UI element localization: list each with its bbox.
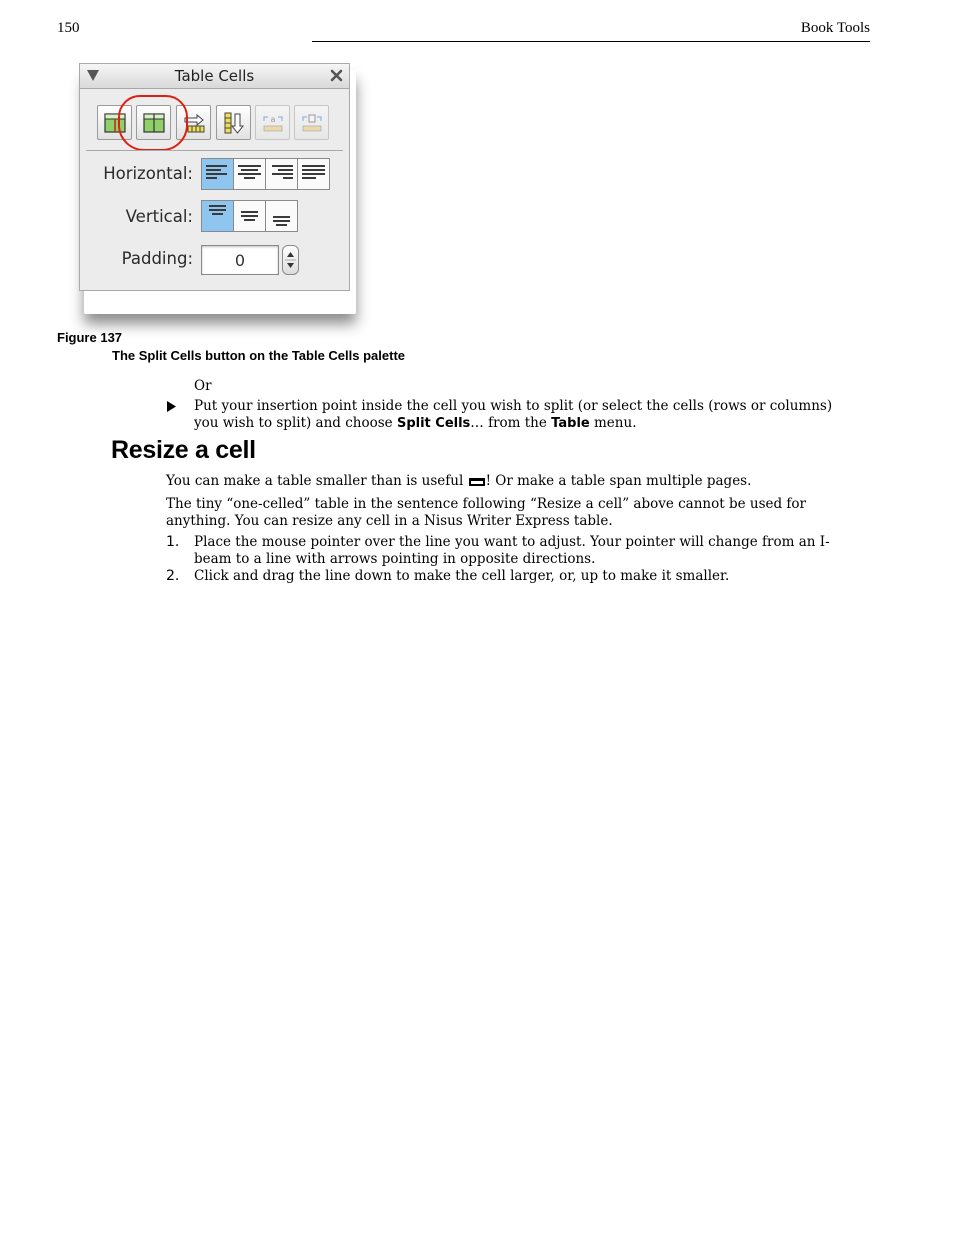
figure-number: Figure 137 — [57, 330, 123, 345]
triangle-bullet-icon — [166, 401, 176, 412]
align-right-option[interactable] — [266, 159, 298, 189]
list-item: Click and drag the line down to make the cell larger, or, up to make it smaller. — [194, 568, 730, 584]
bullet-text-part: menu. — [589, 415, 637, 431]
align-center-option[interactable] — [234, 159, 266, 189]
list-number: 2. — [166, 568, 180, 584]
table-menu-name: Table — [551, 416, 590, 431]
or-text: Or — [194, 378, 212, 394]
split-cells-highlight-circle — [118, 95, 188, 151]
bullet-text-part: … from the — [470, 415, 552, 431]
align-middle-option[interactable] — [234, 201, 266, 231]
table-cells-palette — [79, 63, 350, 291]
page-number: 150 — [57, 20, 80, 36]
close-icon[interactable] — [330, 69, 343, 82]
align-left-option[interactable] — [202, 159, 234, 189]
vertical-label: Vertical: — [125, 207, 193, 226]
paragraph: The tiny “one-celled” table in the sentence following “Resize a cell” above cannot be used for anything. You can resize any cell in a Nisus Writer Express table. — [166, 496, 807, 529]
padding-input[interactable] — [201, 245, 279, 275]
list-item: Place the mouse pointer over the line you want to adjust. Your pointer will change from an I-beam to a line with arrows pointing in opposite directions. — [194, 534, 830, 567]
insert-row-icon — [223, 112, 245, 134]
paragraph-part: ! Or make a table span multiple pages. — [485, 473, 752, 489]
align-bottom-option[interactable] — [266, 201, 297, 231]
padding-label: Padding: — [121, 249, 193, 268]
palette-title: Table Cells — [174, 67, 255, 85]
align-top-option[interactable] — [202, 201, 234, 231]
svg-text:a: a — [270, 115, 276, 124]
horizontal-label: Horizontal: — [103, 164, 193, 183]
header-rule — [312, 41, 870, 42]
vertical-alignment-control[interactable] — [201, 200, 298, 232]
running-head: Book Tools — [800, 20, 870, 36]
align-justify-option[interactable] — [298, 159, 329, 189]
bullet-instruction — [194, 398, 834, 432]
horizontal-alignment-control[interactable] — [201, 158, 330, 190]
insert-row-button[interactable] — [216, 105, 251, 140]
section-heading: Resize a cell — [111, 436, 256, 464]
stepper-arrows-icon — [283, 246, 298, 274]
palette-titlebar[interactable] — [80, 64, 349, 89]
cell-object-button[interactable] — [294, 105, 329, 140]
split-cells-menu-name: Split Cells — [396, 416, 471, 431]
tiny-table-icon — [469, 478, 485, 486]
figure-caption: The Split Cells button on the Table Cells palette — [112, 348, 406, 363]
palette-separator — [86, 150, 343, 151]
cell-text-icon — [262, 112, 284, 134]
cell-object-icon — [301, 112, 323, 134]
paragraph — [166, 473, 846, 490]
bullet-text-part: Put your insertion point inside the cell you wish to split (or select the cells (rows or columns) you wish to split) and choose — [194, 398, 833, 431]
padding-stepper[interactable] — [282, 245, 299, 275]
cell-text-button[interactable] — [255, 105, 290, 140]
paragraph-part: You can make a table smaller than is useful — [166, 473, 468, 489]
list-number: 1. — [166, 534, 180, 550]
